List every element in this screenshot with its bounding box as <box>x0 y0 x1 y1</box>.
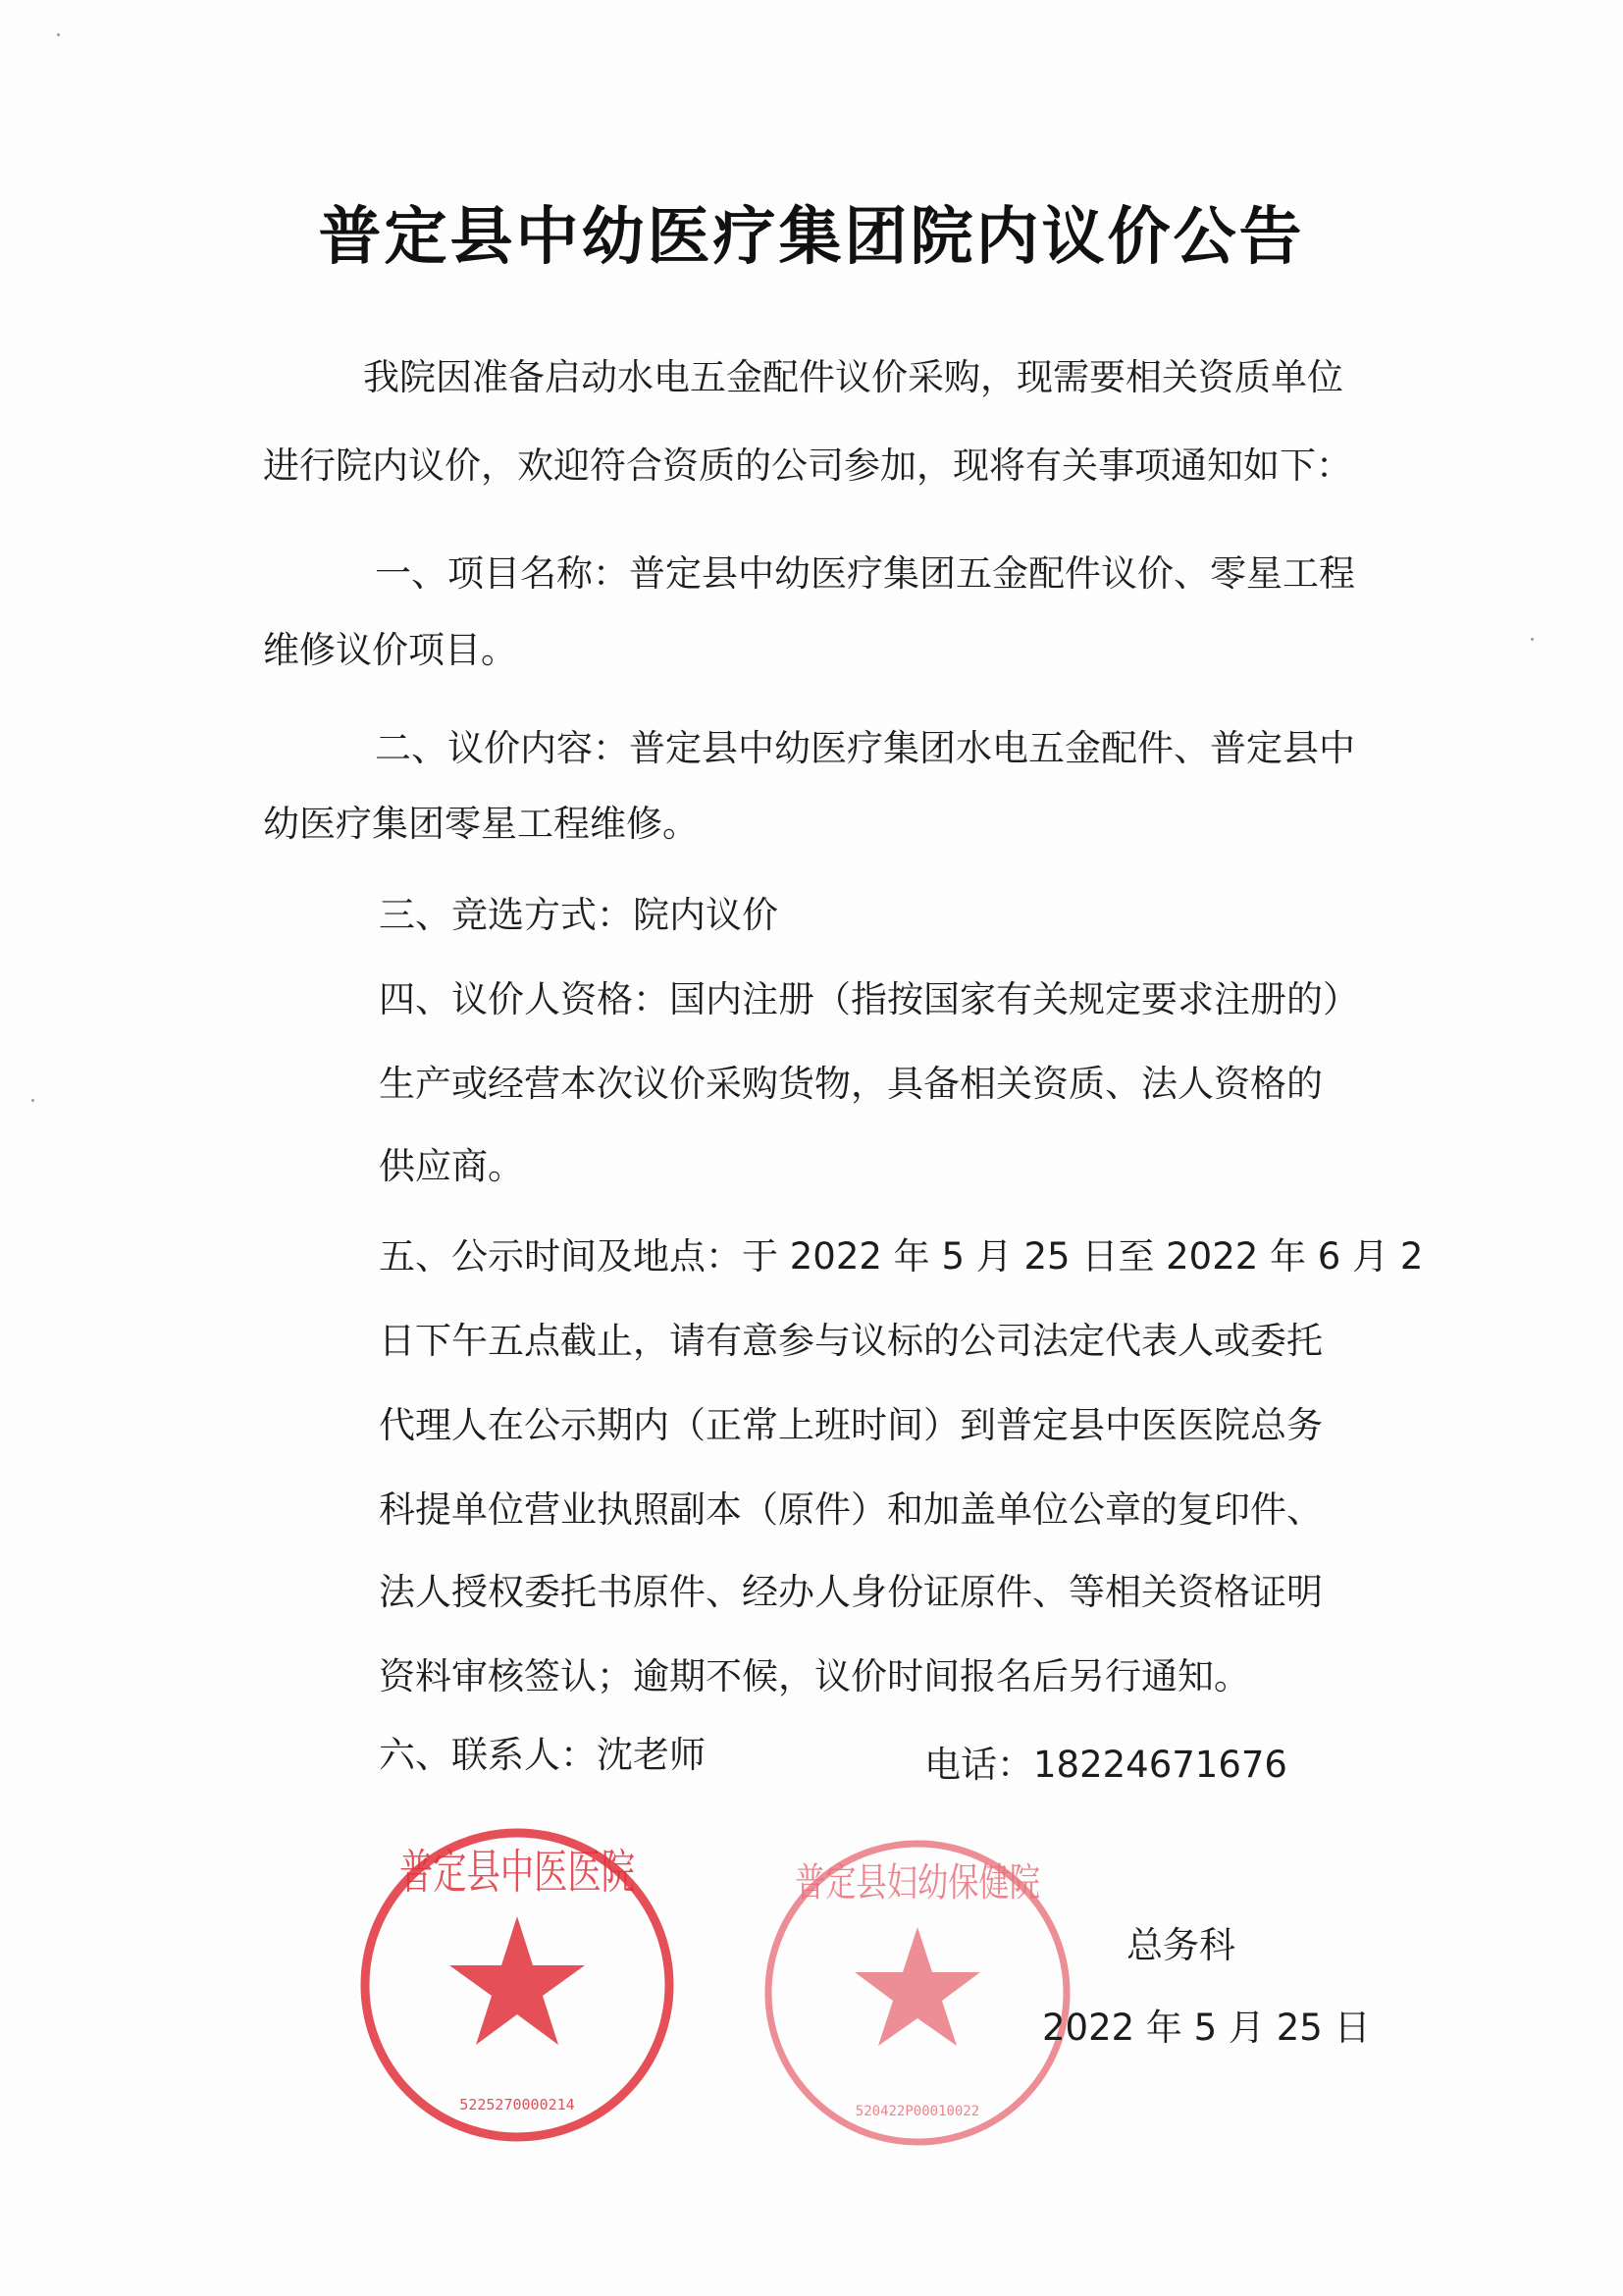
hospital-seal-1 <box>355 1823 679 2147</box>
seal-1-number: 5225270000214 <box>459 2096 575 2113</box>
scan-speck <box>57 33 60 36</box>
item-qualification-line-2: 生产或经营本次议价采购货物，具备相关资质、法人资格的 <box>379 1063 1323 1105</box>
item-time-place-line-3: 代理人在公示期内（正常上班时间）到普定县中医医院总务 <box>379 1404 1323 1446</box>
contact-person: 六、联系人：沈老师 <box>379 1734 706 1776</box>
item-content-line-2: 幼医疗集团零星工程维修。 <box>263 803 699 845</box>
item-time-place-line-5: 法人授权委托书原件、经办人身份证原件、等相关资格证明 <box>379 1571 1323 1613</box>
item-content-line-1: 二、议价内容：普定县中幼医疗集团水电五金配件、普定县中 <box>375 727 1355 769</box>
item-method-line-1: 三、竞选方式：院内议价 <box>379 894 778 936</box>
seal-1-name: 普定县中医医院 <box>399 1845 635 1900</box>
seal-2-number: 520422P00010022 <box>855 2104 980 2119</box>
item-project-name-line-1: 一、项目名称：普定县中幼医疗集团五金配件议价、零星工程 <box>375 552 1355 595</box>
signature-department: 总务科 <box>1126 1924 1235 1966</box>
scan-speck <box>1531 638 1534 641</box>
item-time-place-line-4: 科提单位营业执照副本（原件）和加盖单位公章的复印件、 <box>379 1488 1323 1531</box>
hospital-seal-2 <box>756 1831 1079 2155</box>
contact-phone: 电话：18224671676 <box>924 1744 1287 1786</box>
intro-line-2: 进行院内议价，欢迎符合资质的公司参加，现将有关事项通知如下： <box>263 444 1352 487</box>
intro-line-1: 我院因准备启动水电五金配件议价采购，现需要相关资质单位 <box>363 356 1343 398</box>
scan-speck <box>31 1099 34 1102</box>
item-qualification-line-3: 供应商。 <box>379 1145 524 1187</box>
document-title: 普定县中幼医疗集团院内议价公告 <box>318 201 1305 274</box>
item-time-place-line-6: 资料审核签认；逾期不候，议价时间报名后另行通知。 <box>379 1655 1250 1697</box>
seal-2-name: 普定县妇幼保健院 <box>795 1860 1040 1905</box>
item-project-name-line-2: 维修议价项目。 <box>263 629 517 671</box>
item-qualification-line-1: 四、议价人资格：国内注册（指按国家有关规定要求注册的） <box>379 978 1359 1020</box>
signature-date: 2022 年 5 月 25 日 <box>1042 2007 1371 2049</box>
item-time-place-line-2: 日下午五点截止，请有意参与议标的公司法定代表人或委托 <box>379 1320 1323 1362</box>
item-time-place-line-1: 五、公示时间及地点：于 2022 年 5 月 25 日至 2022 年 6 月 2 <box>379 1235 1424 1278</box>
